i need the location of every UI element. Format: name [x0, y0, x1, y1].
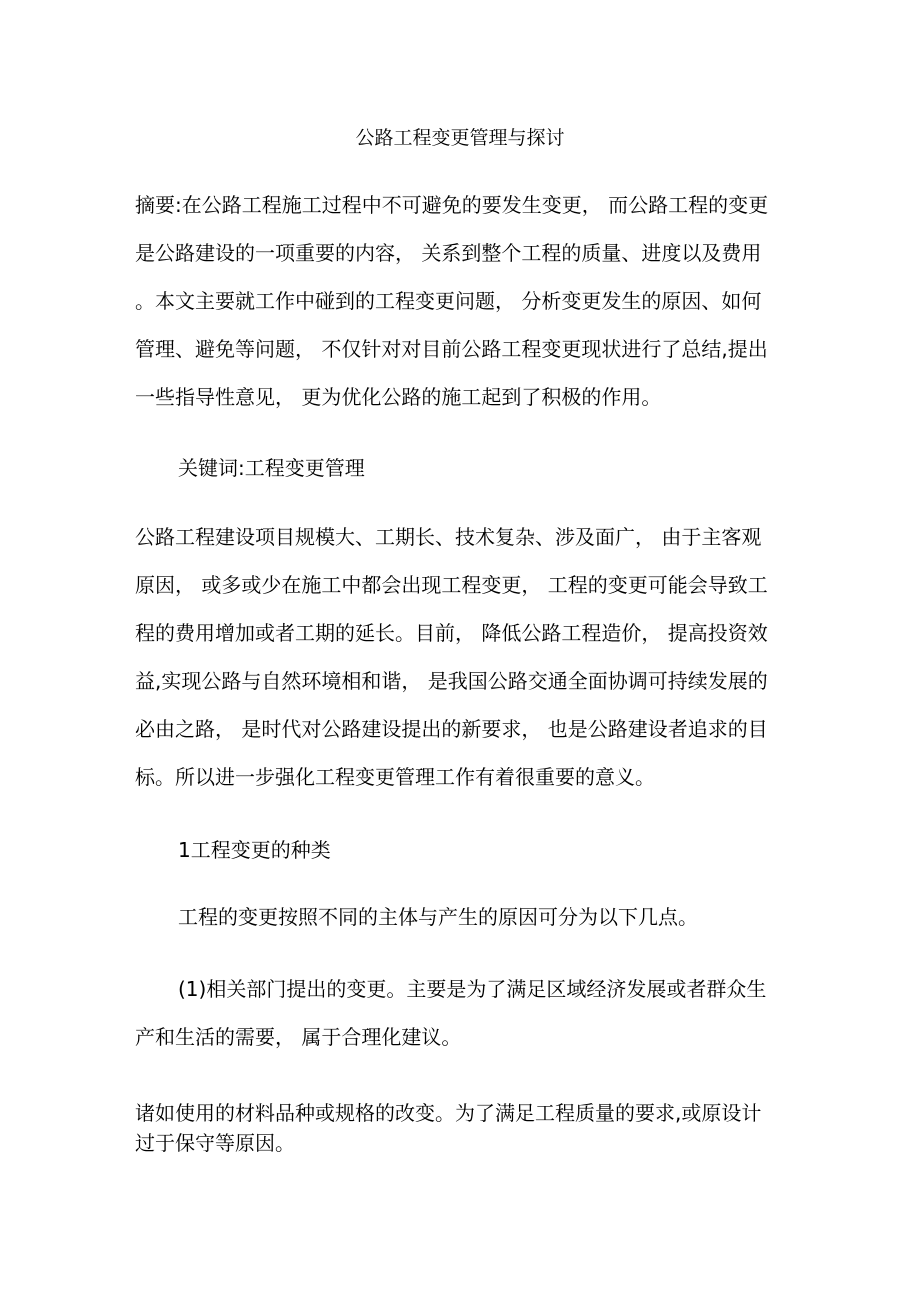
intro-line: 标。所以进一步强化工程变更管理工作有着很重要的意义。	[135, 765, 655, 789]
abstract-line: 一些指导性意见， 更为优化公路的施工起到了积极的作用。	[135, 385, 662, 409]
materials-line: 过于保守等原因。	[135, 1131, 295, 1155]
keywords-line: 关键词:工程变更管理	[178, 456, 365, 480]
item-line: (1)相关部门提出的变更。主要是为了满足区域经济发展或者群众生	[178, 977, 767, 1001]
abstract-line: 是公路建设的一项重要的内容， 关系到整个工程的质量、进度以及费用	[135, 241, 762, 265]
abstract-line: 管理、避免等问题， 不仅针对对目前公路工程变更现状进行了总结,提出	[135, 337, 768, 361]
materials-line: 诸如使用的材料品种或规格的改变。为了满足工程质量的要求,或原设计	[135, 1101, 762, 1125]
section-intro-line: 工程的变更按照不同的主体与产生的原因可分为以下几点。	[178, 905, 698, 929]
intro-line: 原因， 或多或少在施工中都会出现工程变更， 工程的变更可能会导致工	[135, 573, 768, 597]
section-heading: 1工程变更的种类	[178, 838, 331, 862]
abstract-line: 摘要:在公路工程施工过程中不可避免的要发生变更， 而公路工程的变更	[135, 193, 769, 217]
intro-line: 必由之路， 是时代对公路建设提出的新要求， 也是公路建设者追求的目	[135, 717, 768, 741]
intro-line: 公路工程建设项目规模大、工期长、技术复杂、涉及面广， 由于主客观	[135, 525, 762, 549]
item-line: 产和生活的需要， 属于合理化建议。	[135, 1025, 462, 1049]
abstract-line: 。本文主要就工作中碰到的工程变更问题， 分析变更发生的原因、如何	[135, 289, 762, 313]
intro-line: 益,实现公路与自然环境相和谐， 是我国公路交通全面协调可持续发展的	[135, 669, 768, 693]
document-title: 公路工程变更管理与探讨	[355, 127, 565, 149]
intro-line: 程的费用增加或者工期的延长。目前， 降低公路工程造价， 提高投资效	[135, 621, 768, 645]
